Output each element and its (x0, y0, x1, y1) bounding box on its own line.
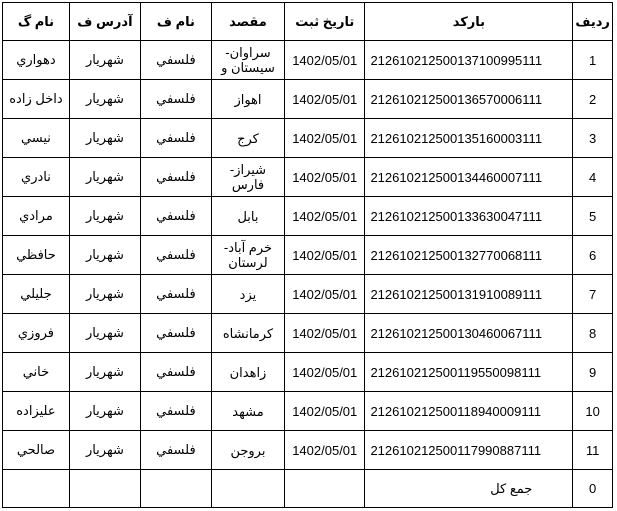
barcode-cell (365, 158, 573, 197)
date-cell (285, 197, 365, 236)
row-number-cell-text: 5 (589, 208, 597, 224)
table-row (3, 119, 613, 158)
destination-cell-text: زاهدان (229, 364, 267, 380)
destination-cell (211, 275, 284, 314)
destination-cell (211, 119, 284, 158)
table-row (3, 392, 613, 431)
first-name-cell-text: فلسفي (156, 247, 196, 262)
address-cell-text: شهريار (85, 364, 124, 379)
row-number-cell-text: 9 (589, 364, 597, 380)
barcode-cell (365, 392, 573, 431)
row-number-cell-text: 4 (589, 169, 597, 185)
last-name-cell-text: نيسي (20, 130, 51, 145)
date-cell (285, 392, 365, 431)
first-name-cell (140, 314, 211, 353)
barcode-cell-text: 212610212500117990887111 (370, 442, 542, 458)
row-number-cell-text: 11 (585, 442, 600, 458)
last-name-cell (3, 236, 70, 275)
date-cell (285, 80, 365, 119)
row-number-cell-text: 7 (589, 286, 597, 302)
total-empty-cell (140, 470, 211, 508)
first-name-cell-text: فلسفي (156, 325, 196, 340)
total-empty-cell (3, 470, 70, 508)
row-number-cell-text: 6 (589, 247, 597, 263)
first-name-cell (140, 431, 211, 470)
address-cell (69, 392, 140, 431)
row-number-cell (573, 80, 613, 119)
row-number-cell-text: 2 (589, 91, 597, 107)
destination-cell (211, 236, 284, 275)
destination-cell (211, 80, 284, 119)
table-body (3, 41, 613, 508)
table-row (3, 431, 613, 470)
date-cell (285, 158, 365, 197)
last-name-cell-text: خاني (22, 364, 50, 379)
row-number-cell (573, 197, 613, 236)
destination-cell (211, 314, 284, 353)
destination-cell-text: بابل (237, 208, 259, 224)
address-cell (69, 353, 140, 392)
row-number-cell (573, 119, 613, 158)
barcode-cell (365, 197, 573, 236)
barcode-cell (365, 236, 573, 275)
last-name-cell (3, 41, 70, 80)
address-cell-text: شهريار (85, 91, 124, 106)
destination-cell-text: خرم آباد- لرستان (223, 240, 273, 270)
row-number-cell (573, 275, 613, 314)
barcode-cell-text: 212610212500130460067111 (370, 325, 543, 341)
first-name-cell (140, 119, 211, 158)
barcode-cell (365, 431, 573, 470)
table-row (3, 236, 613, 275)
row-number-cell (573, 431, 613, 470)
barcode-cell-text: 212610212500133630047111 (370, 208, 543, 224)
first-name-cell-text: فلسفي (156, 169, 196, 184)
barcode-cell-text: 212610212500118940009111 (370, 403, 542, 419)
first-name-cell-text: فلسفي (156, 91, 196, 106)
first-name-cell-text: فلسفي (156, 403, 196, 418)
row-number-cell (573, 353, 613, 392)
total-empty-cell (69, 470, 140, 508)
first-name-cell-text: فلسفي (156, 442, 196, 457)
barcode-cell (365, 80, 573, 119)
last-name-cell-text: مرادي (19, 208, 53, 223)
barcode-cell-text: 212610212500137100995111 (370, 52, 543, 68)
first-name-cell (140, 353, 211, 392)
address-cell (69, 431, 140, 470)
date-cell (285, 353, 365, 392)
destination-cell-text: کرج (237, 130, 259, 146)
first-name-cell-text: فلسفي (156, 130, 196, 145)
date-cell-text: 1402/05/01 (292, 130, 358, 146)
barcode-cell-text: 212610212500132770068111 (370, 247, 543, 263)
date-cell-text: 1402/05/01 (292, 286, 358, 302)
date-cell-text: 1402/05/01 (292, 91, 358, 107)
barcode-cell-text: 212610212500135160003111 (370, 130, 543, 146)
first-name-cell-text: فلسفي (156, 208, 196, 223)
table-row (3, 197, 613, 236)
destination-cell-text: مشهد (232, 403, 264, 419)
last-name-cell (3, 431, 70, 470)
address-cell (69, 275, 140, 314)
last-name-cell (3, 392, 70, 431)
table-row (3, 80, 613, 119)
address-cell-text: شهريار (85, 208, 124, 223)
last-name-cell (3, 158, 70, 197)
address-cell-text: شهريار (85, 169, 124, 184)
date-cell (285, 119, 365, 158)
last-name-cell (3, 353, 70, 392)
last-name-cell-text: فروزي (17, 325, 54, 340)
address-cell-text: شهريار (85, 247, 124, 262)
header-destination: مقصد (211, 3, 284, 41)
last-name-cell (3, 119, 70, 158)
first-name-cell (140, 41, 211, 80)
total-row (3, 470, 613, 508)
destination-cell (211, 353, 284, 392)
header-address: آدرس ف (69, 3, 140, 41)
date-cell-text: 1402/05/01 (292, 442, 358, 458)
first-name-cell (140, 392, 211, 431)
last-name-cell-text: عليزاده (16, 403, 56, 418)
destination-cell-text: شیراز-فارس (229, 162, 267, 192)
row-number-cell-text: 10 (585, 403, 600, 419)
last-name-cell-text: حافظي (16, 247, 56, 262)
date-cell (285, 41, 365, 80)
row-number-cell (573, 392, 613, 431)
barcode-cell (365, 275, 573, 314)
destination-cell (211, 392, 284, 431)
address-cell (69, 119, 140, 158)
first-name-cell (140, 236, 211, 275)
address-cell (69, 197, 140, 236)
header-barcode: بارکد (365, 3, 573, 41)
row-number-cell (573, 236, 613, 275)
first-name-cell (140, 158, 211, 197)
date-cell (285, 236, 365, 275)
destination-cell (211, 158, 284, 197)
destination-cell (211, 41, 284, 80)
date-cell (285, 275, 365, 314)
address-cell-text: شهريار (85, 442, 124, 457)
table-row (3, 353, 613, 392)
address-cell (69, 158, 140, 197)
barcode-cell-text: 212610212500119550098111 (370, 364, 542, 380)
row-number-cell (573, 158, 613, 197)
destination-cell-text: اهواز (234, 91, 262, 107)
first-name-cell-text: فلسفي (156, 364, 196, 379)
last-name-cell-text: جليلي (20, 286, 52, 301)
destination-cell-text: کرمانشاه (222, 325, 274, 341)
address-cell (69, 41, 140, 80)
destination-cell (211, 431, 284, 470)
header-date: تاریخ ثبت (285, 3, 365, 41)
header-last-name: نام گ (3, 3, 70, 41)
first-name-cell (140, 275, 211, 314)
row-number-cell-text: 8 (589, 325, 597, 341)
date-cell (285, 431, 365, 470)
destination-cell-text: بروجن (230, 442, 266, 458)
address-cell-text: شهريار (85, 130, 124, 145)
table-row (3, 158, 613, 197)
total-empty-cell (285, 470, 365, 508)
address-cell-text: شهريار (85, 403, 124, 418)
barcode-cell (365, 41, 573, 80)
last-name-cell (3, 197, 70, 236)
date-cell-text: 1402/05/01 (292, 364, 358, 380)
last-name-cell-text: صالحي (16, 442, 56, 457)
date-cell-text: 1402/05/01 (292, 325, 358, 341)
header-row (3, 3, 613, 41)
barcode-cell-text: 212610212500131910089111 (370, 286, 543, 302)
date-cell-text: 1402/05/01 (292, 169, 358, 185)
last-name-cell (3, 275, 70, 314)
barcode-cell-text: 212610212500134460007111 (370, 169, 543, 185)
barcode-cell (365, 314, 573, 353)
address-cell-text: شهريار (85, 325, 124, 340)
header-row-number: ردیف (573, 3, 613, 41)
address-cell (69, 314, 140, 353)
row-number-cell (573, 41, 613, 80)
table-row (3, 275, 613, 314)
barcode-cell (365, 353, 573, 392)
destination-cell (211, 197, 284, 236)
address-cell-text: شهريار (85, 286, 124, 301)
last-name-cell (3, 80, 70, 119)
total-empty-cell (211, 470, 284, 508)
total-label: جمع کل (365, 470, 573, 508)
last-name-cell-text: دهواري (16, 52, 56, 67)
date-cell (285, 314, 365, 353)
first-name-cell-text: فلسفي (156, 286, 196, 301)
destination-cell-text: سراوان- سیستان و (221, 45, 275, 75)
first-name-cell (140, 80, 211, 119)
row-number-cell-text: 1 (589, 52, 597, 68)
last-name-cell-text: داخل زاده (9, 91, 63, 106)
last-name-cell-text: نادري (21, 169, 51, 184)
first-name-cell (140, 197, 211, 236)
address-cell (69, 236, 140, 275)
table-row (3, 41, 613, 80)
row-number-cell-text: 3 (589, 130, 597, 146)
barcode-cell-text: 212610212500136570006111 (370, 91, 543, 107)
date-cell-text: 1402/05/01 (292, 403, 358, 419)
date-cell-text: 1402/05/01 (292, 247, 358, 263)
date-cell-text: 1402/05/01 (292, 52, 358, 68)
last-name-cell (3, 314, 70, 353)
table-row (3, 314, 613, 353)
destination-cell-text: یزد (239, 286, 257, 302)
row-number-cell (573, 314, 613, 353)
address-cell (69, 80, 140, 119)
date-cell-text: 1402/05/01 (292, 208, 358, 224)
first-name-cell-text: فلسفي (156, 52, 196, 67)
barcode-cell (365, 119, 573, 158)
header-first-name: نام ف (140, 3, 211, 41)
total-row-number: 0 (573, 470, 613, 508)
address-cell-text: شهريار (85, 52, 124, 67)
shipment-table (2, 2, 613, 508)
